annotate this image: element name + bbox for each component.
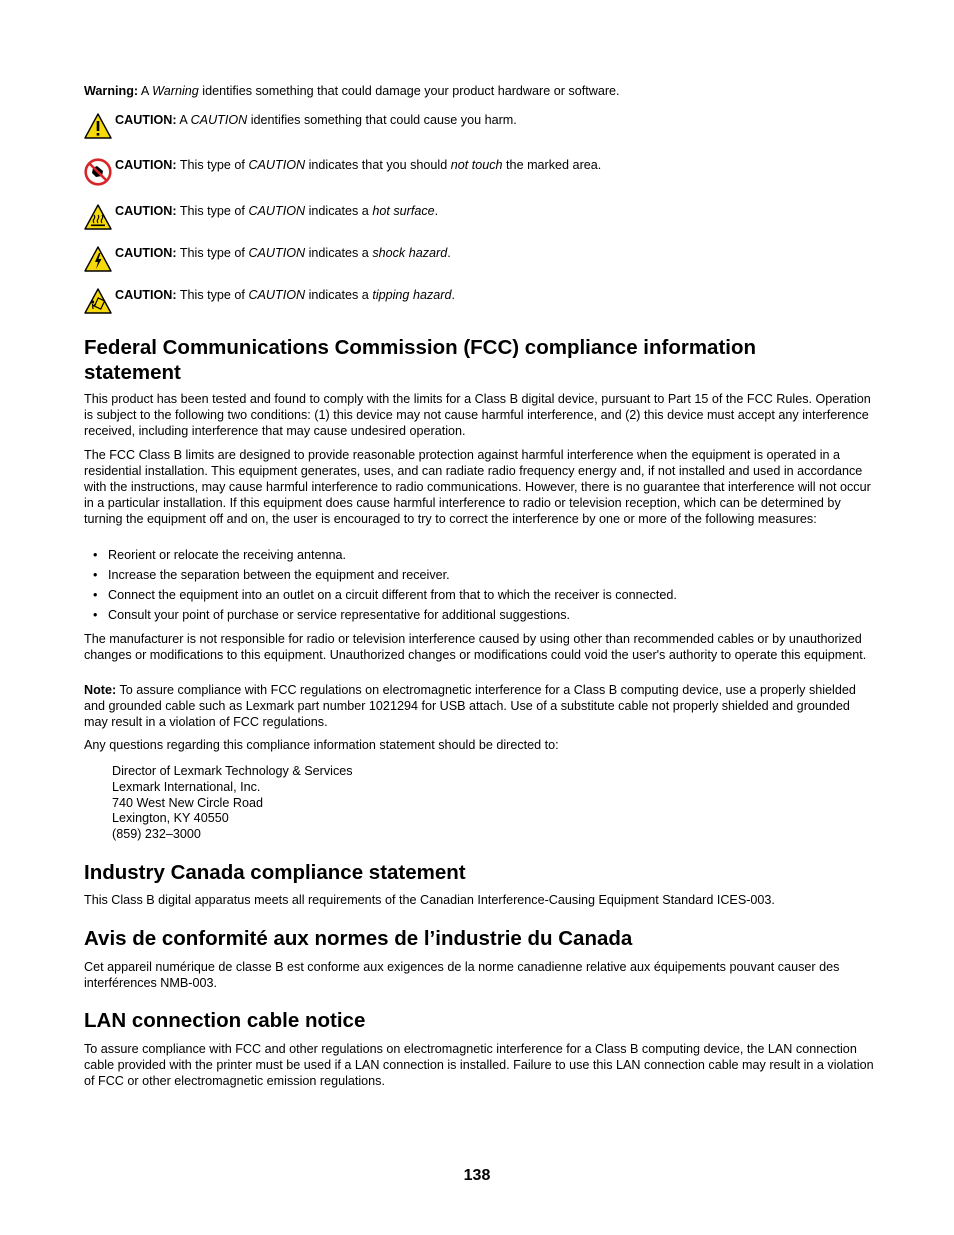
fcc-note: Note: To assure compliance with FCC regulations on electromagnetic interference for a Class B computing device, use a properly shielded and grounded cable such as Lexmark part number 1021294 for USB attach. Use of a substitute cable not properly shielded and grounded may result in a violation of FCC regulations. — [84, 683, 856, 729]
avis-text: Cet appareil numérique de classe B est conforme aux exigences de la norme canadienne relative aux équipements pouvant causer des interférences NMB-003. — [84, 960, 840, 990]
fcc-paragraph-2: The FCC Class B limits are designed to provide reasonable protection against harmful interference when the equipment is operated in a residential installation. This equipment generates, uses, and can radiate radio frequency energy and, if not installed and used in accordance with the instructions, may cause harmful interference to radio communications. However, there is no guarantee that interference will not occur in a particular installation. If this equipment does cause harmful interference to radio or television reception, which can be determined by turning the equipment off and on, the user is encouraged to try to correct the interference by one or more of the following measures: — [84, 448, 871, 526]
warning-term: Warning — [152, 84, 199, 98]
warning-notice: Warning: A Warning identifies something that could damage your product hardware or software. — [84, 84, 620, 98]
caution-hot-surface: CAUTION: This type of CAUTION indicates a hot surface. — [84, 203, 874, 237]
fcc-paragraph-1: This product has been tested and found to comply with the limits for a Class B digital device, pursuant to Part 15 of the FCC Rules. Operation is subject to the following two conditions: (1) this device may not cause harmful interference, and (2) this device must accept any interference received, including interference that may cause undesired operation. — [84, 392, 871, 438]
hot-surface-icon — [84, 203, 112, 231]
warning-label: Warning: — [84, 84, 139, 98]
caution-general: CAUTION: A CAUTION identifies something that could cause you harm. — [84, 112, 874, 146]
list-item: • Reorient or relocate the receiving antenna. — [84, 547, 874, 567]
caution-triangle-icon — [84, 112, 112, 140]
page-number: 138 — [463, 1167, 491, 1184]
list-item: • Increase the separation between the equipment and receiver. — [84, 567, 874, 587]
list-item: • Connect the equipment into an outlet on a circuit different from that to which the receiver is connected. — [84, 587, 874, 607]
caution-do-not-touch: CAUTION: This type of CAUTION indicates that you should not touch the marked area. — [84, 157, 874, 191]
tipping-hazard-icon — [84, 287, 112, 315]
list-item: • Consult your point of purchase or service representative for additional suggestions. — [84, 607, 874, 627]
caution-tipping-hazard: CAUTION: This type of CAUTION indicates a tipping hazard. — [84, 287, 874, 321]
industry-canada-text: This Class B digital apparatus meets all requirements of the Canadian Interference-Causing Equipment Standard ICES-003. — [84, 893, 775, 907]
shock-hazard-icon — [84, 245, 112, 273]
do-not-touch-icon — [84, 158, 112, 186]
fcc-paragraph-3: The manufacturer is not responsible for radio or television interference caused by using other than recommended cables or by unauthorized changes or modifications to this equipment. Unauthorized changes or modifications could void the user's authority to operate this equipment. — [84, 632, 867, 662]
caution-shock-hazard: CAUTION: This type of CAUTION indicates a shock hazard. — [84, 245, 874, 279]
avis-heading: Avis de conformité aux normes de l’industrie du Canada — [84, 927, 633, 950]
fcc-measures-list — [84, 547, 874, 627]
note-label: Note: — [84, 683, 117, 697]
lan-heading: LAN connection cable notice — [84, 1009, 366, 1032]
industry-canada-heading: Industry Canada compliance statement — [84, 861, 466, 884]
fcc-paragraph-4: Any questions regarding this compliance information statement should be directed to: — [84, 738, 559, 752]
fcc-heading: Federal Communications Commission (FCC) compliance information statement — [84, 336, 757, 384]
contact-address: Director of Lexmark Technology & Services Lexmark International, Inc. 740 West New Circle Road Lexington, KY 40550 (859) 232–3000 — [112, 764, 353, 842]
lan-text: To assure compliance with FCC and other regulations on electromagnetic interference for a Class B computing device, the LAN connection cable provided with the printer must be used if a LAN connection is installed. Failure to use this LAN connection cable may result in a violation of FCC or other electromagnetic emission regulations. — [84, 1042, 874, 1088]
